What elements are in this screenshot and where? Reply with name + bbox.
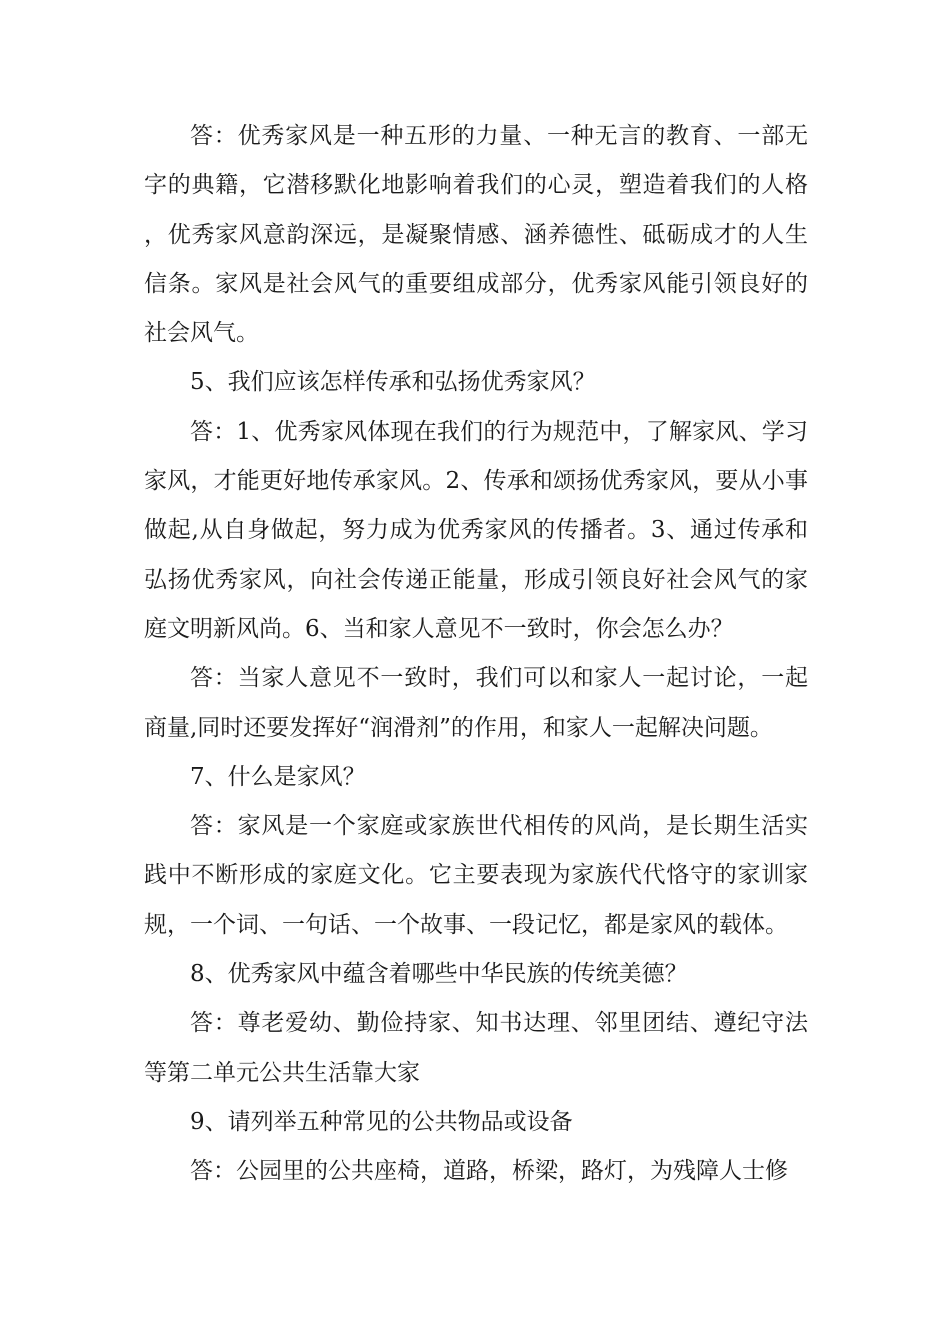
answer-paragraph: 答：优秀家风是一种五形的力量、一种无言的教育、一部无字的典籍，它潜移默化地影响着我们的心灵，塑造着我们的人格，优秀家风意韵深远，是凝聚情感、涵养德性、砥砺成才的人生信条。家风是社会风气的重要组成部分，优秀家风能引领良好的社会风气。 — [144, 123, 808, 347]
question-paragraph: 5、我们应该怎样传承和弘扬优秀家风？ — [190, 369, 596, 396]
answer-paragraph: 答：公园里的公共座椅，道路，桥梁，路灯，为残障人士修 — [190, 1158, 788, 1185]
answer-paragraph: 答：家风是一个家庭或家族世代相传的风尚，是长期生活实践中不断形成的家庭文化。它主要表现为家族代代恪守的家训家规，一个词、一句话、一个故事、一段记忆，都是家风的载体。 — [144, 813, 808, 938]
question-paragraph: 8、优秀家风中蕴含着哪些中华民族的传统美德？ — [190, 961, 688, 988]
answer-paragraph: 答：1、优秀家风体现在我们的行为规范中，了解家风、学习家风，才能更好地传承家风。2、传承和颂扬优秀家风，要从小事做起,从自身做起，努力成为优秀家风的传播者。3、通过传承和弘扬优秀家风，向社会传递正能量，形成引领良好社会风气的家庭文明新风尚。6、当和家人意见不一致时，你会怎么办？ — [144, 418, 808, 642]
question-paragraph: 9、请列举五种常见的公共物品或设备 — [190, 1108, 573, 1135]
answer-paragraph: 答：当家人意见不一致时，我们可以和家人一起讨论，一起商量,同时还要发挥好“润滑剂”的作用，和家人一起解决问题。 — [144, 665, 808, 741]
answer-paragraph: 答：尊老爱幼、勤俭持家、知书达理、邻里团结、遵纪守法等第二单元公共生活靠大家 — [144, 1010, 808, 1086]
question-paragraph: 7、什么是家风？ — [190, 763, 366, 790]
document-body — [144, 112, 808, 1197]
